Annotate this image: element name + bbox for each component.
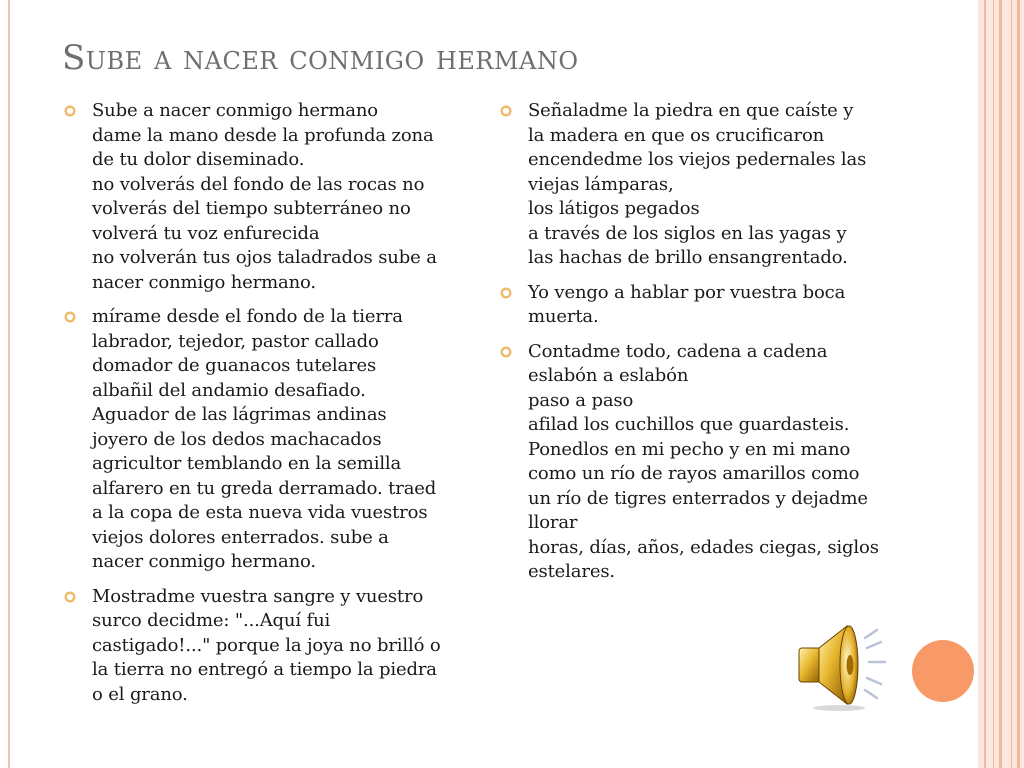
text-line: Contadme todo, cadena a cadena (528, 340, 828, 362)
bullet-text (528, 281, 940, 330)
text-line: Sube a nacer conmigo hermano (92, 100, 378, 121)
text-line: alfarero en tu greda derramado. traed (92, 477, 437, 499)
text-line: labrador, tejedor, pastor callado (92, 330, 379, 352)
text-line: de tu dolor diseminado. (92, 149, 305, 170)
text-line: dame la mano desde la profunda zona (92, 124, 434, 146)
text-line: Mostradme vuestra sangre y vuestro (92, 585, 424, 607)
left-column (64, 99, 484, 717)
text-line: como un río de rayos amarillos como (528, 463, 860, 484)
right-decorative-band (978, 0, 1024, 768)
text-line: surco decidme: "...Aquí fui (92, 610, 331, 631)
text-line: Ponedlos en mi pecho y en mi mano (528, 438, 851, 460)
text-line: no volverán tus ojos taladrados sube a (92, 247, 437, 268)
text-line: o el grano. (92, 683, 188, 705)
text-line: Yo vengo a hablar por vuestra boca (528, 281, 846, 303)
text-line: eslabón a eslabón (528, 365, 689, 386)
bullet-icon (64, 105, 76, 117)
text-line: agricultor temblando en la semilla (92, 453, 402, 474)
right-stripe (984, 0, 986, 768)
text-line: albañil del andamio desafiado. (92, 379, 366, 401)
text-line: encendedme los viejos pedernales las (528, 149, 867, 170)
text-line: viejas lámparas, (528, 173, 674, 195)
text-line: Señaladme la piedra en que caíste y (528, 100, 854, 121)
bullet-item (64, 99, 484, 295)
text-line: los látigos pegados (528, 198, 700, 219)
bullet-icon (500, 346, 512, 358)
text-line: la madera en que os crucificaron (528, 124, 825, 146)
text-line: a la copa de esta nueva vida vuestros (92, 502, 428, 523)
bullet-text (92, 99, 484, 295)
text-line: paso a paso (528, 389, 634, 411)
text-line: la tierra no entregó a tiempo la piedra (92, 659, 437, 680)
bullet-item (500, 340, 940, 585)
speaker-icon[interactable] (795, 618, 887, 712)
text-line: volverás del tiempo subterráneo no (92, 198, 411, 219)
text-line: no volverás del fondo de las rocas no (92, 173, 425, 195)
text-line: nacer conmigo hermano. (92, 271, 316, 293)
bullet-item (500, 281, 940, 330)
text-line: castigado!..." porque la joya no brilló o (92, 634, 441, 656)
bullet-item (64, 305, 484, 575)
bullet-text (92, 585, 484, 708)
bullet-icon (500, 287, 512, 299)
text-line: nacer conmigo hermano. (92, 551, 316, 572)
text-line: volverá tu voz enfurecida (92, 222, 320, 244)
text-line: llorar (528, 512, 578, 533)
right-stripe (1011, 0, 1012, 768)
bullet-text (528, 99, 940, 271)
text-line: joyero de los dedos machacados (92, 428, 382, 450)
text-line: viejos dolores enterrados. sube a (92, 526, 389, 548)
slide-title: Sube a nacer conmigo hermano (62, 38, 579, 78)
text-line: un río de tigres enterrados y dejadme (528, 487, 868, 509)
text-line: domador de guanacos tutelares (92, 355, 377, 376)
bullet-text (92, 305, 484, 575)
text-line: horas, días, años, edades ciegas, siglos (528, 536, 879, 558)
left-border-line (8, 0, 10, 768)
bullet-icon (64, 591, 76, 603)
right-stripe (999, 0, 1002, 768)
right-column (500, 99, 940, 595)
right-stripe (1017, 0, 1020, 768)
text-line: muerta. (528, 306, 599, 327)
orange-circle-decoration (912, 640, 974, 702)
right-stripe (993, 0, 994, 768)
text-line: estelares. (528, 561, 615, 582)
text-line: Aguador de las lágrimas andinas (92, 404, 387, 425)
text-line: afilad los cuchillos que guardasteis. (528, 414, 850, 435)
bullet-item (64, 585, 484, 708)
bullet-text (528, 340, 940, 585)
bullet-item (500, 99, 940, 271)
text-line: mírame desde el fondo de la tierra (92, 306, 403, 327)
bullet-icon (64, 311, 76, 323)
text-line: las hachas de brillo ensangrentado. (528, 247, 848, 268)
bullet-icon (500, 105, 512, 117)
text-line: a través de los siglos en las yagas y (528, 222, 847, 244)
